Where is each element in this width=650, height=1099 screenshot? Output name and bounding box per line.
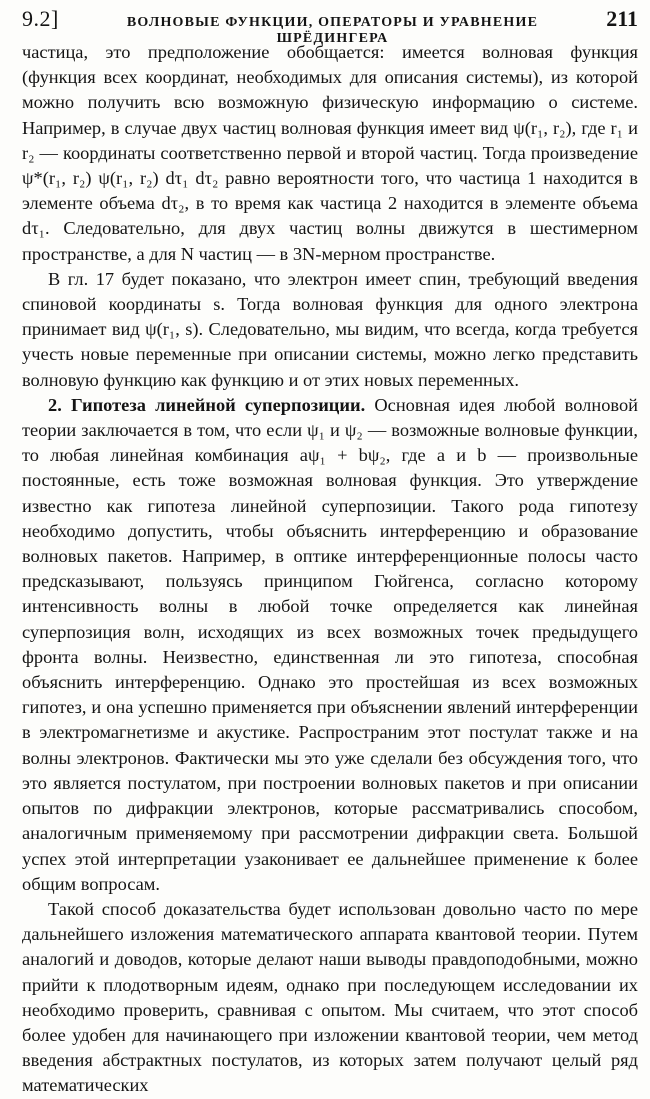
page-body [22,40,638,1099]
paragraph-method [22,897,638,1099]
paragraph-text: В гл. 17 будет показано, что электрон имеет спин, требующий введения спиновой координаты s. Тогда волновая функция для одного электрона принимает вид ψ(r₁, s). Следовательно, мы видим, что всегда, когда требуется учесть новые переменные при описании системы, можно легко представить волновую функцию как функцию и от этих новых переменных. [22,268,638,390]
section-number: 9.2] [22,6,59,31]
paragraph-text: частица, это предположение обобщается: имеется волновая функция (функция всех координат, необходимых для описания системы), из которой можно получить всю возможную физическую информацию о системе. Например, в случае двух частиц волновая функция имеет вид ψ(r₁, r₂), где r₁ и r₂ — координаты соответственно первой и второй частиц. Тогда произведение ψ*(r₁, r₂) ψ(r₁, r₂) dτ₁ dτ₂ равно вероятности того, что частица 1 находится в элементе объема dτ₂, в то время как частица 2 находится в элементе объема dτ₁. Следовательно, для двух частиц волны движутся в шестимерном пространстве, а для N частиц — в 3N-мерном пространстве. [22,42,638,264]
paragraph-text: Основная идея любой волновой теории заключается в том, что если ψ₁ и ψ₂ — возможные волновые функции, то любая линейная комбинация aψ₁ + bψ₂, где a и b — произвольные постоянные, есть тоже возможная волновая функция. Это утверждение известно как гипотеза линейной суперпозиции. Такого рода гипотезу необходимо допустить, чтобы объяснить интерференцию и образование волновых пакетов. Например, в оптике интерференционные полосы часто предсказывают, пользуясь принципом Гюйгенса, согласно которому интенсивность волны в любой точке определяется как линейная суперпозиция волн, исходящих из всех возможных точек предыдущего фронта волны. Неизвестно, единственная ли это гипотеза, способная объяснить интерференцию. Однако это простейшая из всех возможных гипотез, и она успешно применяется при объяснении явлений интерференции в электромагнетизме и акустике. Распространим этот постулат также и на волны электронов. Фактически мы это уже сделали без обсуждения того, что это является постулатом, при построении волновых пакетов и при описании опытов по дифракции электронов, которые рассматривались способом, аналогичным применяемому при рассмотрении дифракции света. Большой успех этой интерпретации узаконивает ее дальнейшее применение к более общим вопросам. [22,394,638,894]
page-header [22,0,638,46]
paragraph-spin [22,267,638,393]
running-title: ВОЛНОВЫЕ ФУНКЦИИ, ОПЕРАТОРЫ И УРАВНЕНИЕ ШРЁДИНГЕРА [126,15,539,46]
paragraph-continued [22,40,638,267]
page-number: 211 [606,6,638,31]
paragraph-text: Такой способ доказательства будет использован довольно часто по мере дальнейшего изложения математического аппарата квантовой теории. Путем аналогий и доводов, которые делают наши выводы правдоподобными, можно прийти к плодотворным идеям, однако при последующем исследовании их необходимо проверить, сравнивая с опытом. Мы считаем, что этот способ более удобен для начинающего при изложении квантовой теории, чем метод введения абстрактных постулатов, из которых затем получают целый ряд математических [22,898,638,1096]
paragraph-superposition [22,393,638,897]
section-heading: 2. Гипотеза линейной суперпозиции. [48,394,366,415]
